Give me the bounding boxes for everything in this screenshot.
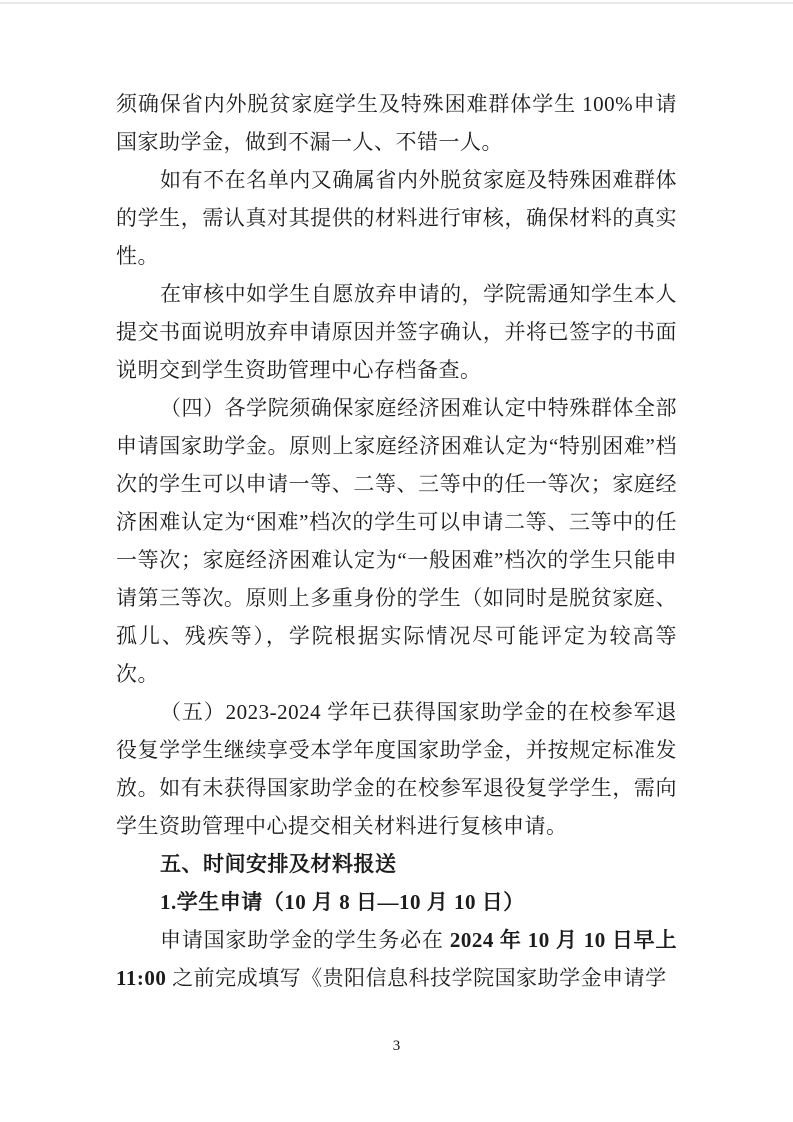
text-segment: 申请国家助学金的学生务必在 [160,928,450,952]
section-heading [116,883,677,921]
text-segment: 如有不在名单内又确属省内外脱贫家庭及特殊困难群体的学生，需认真对其提供的材料进行审核，确保材料的真实性。 [116,168,677,268]
document-body [116,85,677,997]
paragraph [116,693,677,845]
paragraph [116,85,677,161]
text-segment: 在审核中如学生自愿放弃申请的，学院需通知学生本人提交书面说明放弃申请原因并签字确认，并将已签字的书面说明交到学生资助管理中心存档备查。 [116,282,677,382]
page-top-edge [0,2,793,4]
paragraph [116,275,677,389]
text-segment: 之前完成填写《贵阳信息科技学院国家助学金申请学 [166,966,667,990]
text-segment: 须确保省内外脱贫家庭学生及特殊困难群体学生 100%申请国家助学金，做到不漏一人、不错一人。 [116,92,677,154]
text-segment: （四）各学院须确保家庭经济困难认定中特殊群体全部申请国家助学金。原则上家庭经济困难认定为“特别困难”档次的学生可以申请一等、二等、三等中的任一等次；家庭经济困难认定为“困难”档次的学生可以申请二等、三等中的任一等次；家庭经济困难认定为“一般困难”档次的学生只能申请第三等次。原则上多重身份的学生（如同时是脱贫家庭、孤儿、残疾等），学院根据实际情况尽可能评定为较高等次。 [116,396,677,686]
page-number: 3 [392,1038,401,1054]
section-heading [116,845,677,883]
paragraph [116,161,677,275]
paragraph [116,389,677,693]
text-segment: 五、时间安排及材料报送 [160,852,397,876]
text-segment: （五）2023-2024 学年已获得国家助学金的在校参军退役复学学生继续享受本学年度国家助学金，并按规定标准发放。如有未获得国家助学金的在校参军退役复学学生，需向学生资助管理中心提交相关材料进行复核申请。 [116,700,677,838]
text-segment: 2024 年 10 月 10 日早上 11:00 [116,928,678,990]
text-segment: 1.学生申请（10 月 8 日—10 月 10 日） [160,890,525,914]
paragraph [116,921,677,997]
